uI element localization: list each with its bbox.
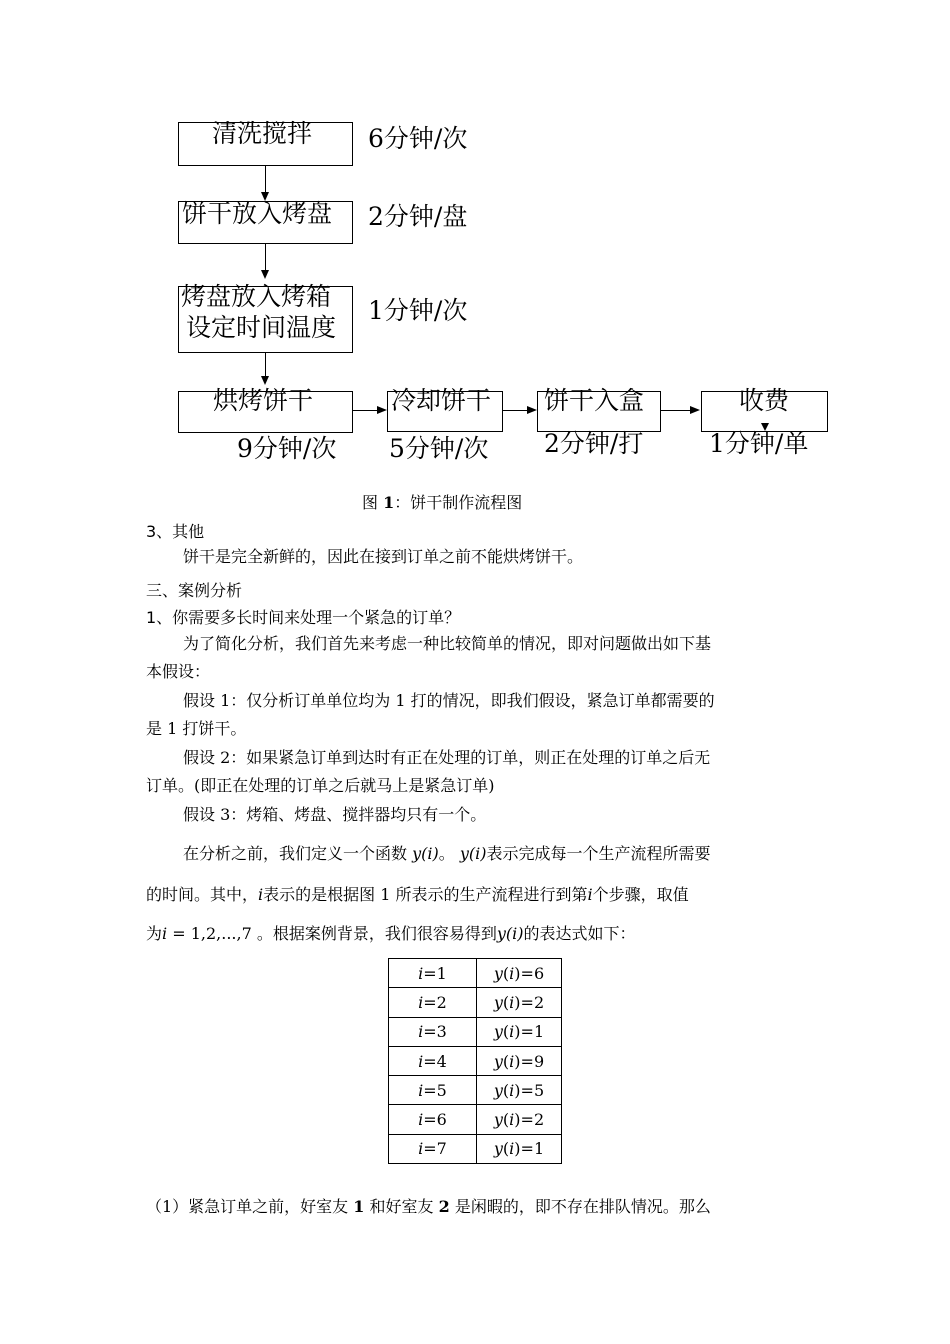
step-label-bake: 烘烤饼干 xyxy=(213,386,314,415)
var-i: i xyxy=(162,924,168,943)
intro-line-2: 本假设： xyxy=(146,662,211,681)
table-cell-i xyxy=(389,959,477,988)
step-label-wash-mix: 清洗搅拌 xyxy=(212,119,313,148)
step-time-biscuits-to-tray: 2分钟/盘 xyxy=(368,202,468,231)
table-cell-y xyxy=(477,988,562,1017)
function-arg: (i) xyxy=(502,1110,521,1130)
connector-line xyxy=(661,410,691,411)
var-i: i xyxy=(418,1139,424,1159)
section-other-text: 饼干是完全新鲜的，因此在接到订单之前不能烘烤饼干。 xyxy=(183,547,584,566)
def-text-2: 。 xyxy=(438,844,460,863)
function-arg: (i) xyxy=(502,992,521,1012)
last-text-1: （1）紧急订单之前，好室友 xyxy=(146,1197,354,1216)
connector-line xyxy=(265,353,266,377)
assumption-1-line-1: 假设 1：仅分析订单单位均为 1 打的情况，即我们假设，紧急订单都需要的 xyxy=(183,691,715,710)
y-value: =2 xyxy=(520,992,545,1012)
function-arg: (i) xyxy=(502,1080,521,1100)
table-row xyxy=(389,1076,562,1105)
var-i: i xyxy=(258,885,264,904)
function-arg: (i) xyxy=(502,1051,521,1071)
step-time-charge: 1分钟/单 xyxy=(709,429,809,458)
step-label-biscuits-to-tray: 饼干放入烤盘 xyxy=(182,199,333,228)
arrow-down-icon xyxy=(261,376,269,385)
y-value: =2 xyxy=(520,1110,545,1130)
var-i: i xyxy=(418,992,424,1012)
arrow-right-icon xyxy=(527,406,537,414)
def-text-8: 。根据案例背景，我们很容易得到 xyxy=(251,924,497,943)
table-cell-y xyxy=(477,1105,562,1134)
var-i: i xyxy=(418,1110,424,1130)
connector-line xyxy=(265,244,266,271)
def-text-1: 在分析之前，我们定义一个函数 xyxy=(183,844,413,863)
table-cell-i xyxy=(389,1105,477,1134)
def-text-3: 表示完成每一个生产流程所需要 xyxy=(486,844,711,863)
figure-caption xyxy=(362,490,522,513)
table-cell-i xyxy=(389,1017,477,1046)
def-text-7: 为 xyxy=(146,924,163,943)
roommate-1: 1 xyxy=(353,1197,365,1216)
function-y: y xyxy=(493,1080,503,1100)
assumption-1-line-2: 是 1 打饼干。 xyxy=(146,719,247,738)
definition-line-2 xyxy=(146,881,689,909)
function-arg: (i) xyxy=(502,1139,521,1159)
arrow-down-icon xyxy=(261,270,269,279)
i-value: =2 xyxy=(423,992,447,1012)
table-cell-y xyxy=(477,1076,562,1105)
i-value: =7 xyxy=(423,1139,447,1159)
function-y-i: y(i) xyxy=(496,924,524,943)
table-cell-y xyxy=(477,1134,562,1163)
def-text-6: 个步骤，取值 xyxy=(592,885,689,904)
table-row xyxy=(389,988,562,1017)
y-value: =1 xyxy=(520,1022,545,1042)
table-row xyxy=(389,1134,562,1163)
i-value: =5 xyxy=(423,1080,447,1100)
var-i: i xyxy=(418,1022,424,1042)
var-i: i xyxy=(587,885,593,904)
i-range: = 1,2,...,7 xyxy=(167,924,252,943)
table-cell-y xyxy=(477,1046,562,1075)
i-value: =1 xyxy=(423,963,447,983)
table-cell-i xyxy=(389,1134,477,1163)
section-other-heading: 3、其他 xyxy=(146,522,205,541)
step-time-cool: 5分钟/次 xyxy=(389,434,489,463)
def-text-4: 的时间。其中， xyxy=(146,885,259,904)
step-time-wash-mix: 6分钟/次 xyxy=(368,124,468,153)
table-row xyxy=(389,1046,562,1075)
caption-text: ：饼干制作流程图 xyxy=(394,493,523,512)
connector-line xyxy=(265,166,266,193)
definition-line-3 xyxy=(146,920,636,948)
section-case-subheading: 1、你需要多长时间来处理一个紧急的订单？ xyxy=(146,608,461,627)
function-y-i: y(i) xyxy=(412,844,439,863)
y-value: =1 xyxy=(520,1139,545,1159)
last-text-3: 是闲暇的，即不存在排队情况。那么 xyxy=(449,1197,711,1216)
table-row xyxy=(389,959,562,988)
function-y: y xyxy=(493,1022,503,1042)
var-i: i xyxy=(418,1051,424,1071)
function-y: y xyxy=(493,992,503,1012)
last-paragraph xyxy=(146,1193,711,1221)
connector-line xyxy=(503,410,528,411)
assumption-2-line-2: 订单。(即正在处理的订单之后就马上是紧急订单) xyxy=(146,776,495,795)
function-y: y xyxy=(493,1139,503,1159)
i-value: =6 xyxy=(423,1110,447,1130)
caption-prefix: 图 xyxy=(362,493,379,512)
assumption-2-line-1: 假设 2：如果紧急订单到达时有正在处理的订单，则正在处理的订单之后无 xyxy=(183,748,711,767)
var-i: i xyxy=(418,1080,424,1100)
function-arg: (i) xyxy=(502,963,521,983)
y-value: =9 xyxy=(520,1051,545,1071)
table-row xyxy=(389,1105,562,1134)
definition-line-1 xyxy=(183,840,710,868)
table-cell-i xyxy=(389,1046,477,1075)
step-time-bake: 9分钟/次 xyxy=(237,434,337,463)
step-label-box-biscuits: 饼干入盒 xyxy=(544,386,645,415)
caption-number: 1 xyxy=(383,493,395,512)
function-arg: (i) xyxy=(502,1022,521,1042)
step-time-box-biscuits: 2分钟/打 xyxy=(544,429,644,458)
connector-line xyxy=(353,410,378,411)
step-label-charge: 收费 xyxy=(739,386,790,415)
arrow-right-icon xyxy=(690,406,700,414)
step-label-tray-to-oven-line2: 设定时间温度 xyxy=(186,313,337,342)
function-y-i: y(i) xyxy=(459,844,487,863)
table-cell-y xyxy=(477,1017,562,1046)
y-i-table xyxy=(388,958,562,1164)
last-text-2: 和好室友 xyxy=(364,1197,439,1216)
table-cell-i xyxy=(389,988,477,1017)
table-row xyxy=(389,1017,562,1046)
var-i: i xyxy=(418,963,424,983)
table-cell-i xyxy=(389,1076,477,1105)
assumption-3: 假设 3：烤箱、烤盘、搅拌器均只有一个。 xyxy=(183,805,487,824)
y-value: =6 xyxy=(520,963,545,983)
function-y: y xyxy=(493,1051,503,1071)
i-value: =4 xyxy=(423,1051,447,1071)
table-cell-y xyxy=(477,959,562,988)
step-label-tray-to-oven-line1: 烤盘放入烤箱 xyxy=(181,282,332,311)
y-value: =5 xyxy=(520,1080,545,1100)
roommate-2: 2 xyxy=(438,1197,450,1216)
arrow-right-icon xyxy=(377,406,387,414)
i-value: =3 xyxy=(423,1022,447,1042)
step-label-cool: 冷却饼干 xyxy=(391,386,492,415)
def-text-5: 表示的是根据图 1 所表示的生产流程进行到第 xyxy=(263,885,588,904)
function-y: y xyxy=(493,1110,503,1130)
def-text-9: 的表达式如下： xyxy=(523,924,636,943)
intro-line-1: 为了简化分析，我们首先来考虑一种比较简单的情况，即对问题做出如下基 xyxy=(183,634,712,653)
step-time-tray-to-oven: 1分钟/次 xyxy=(368,296,468,325)
section-case-heading: 三、案例分析 xyxy=(146,581,243,600)
function-y: y xyxy=(493,963,503,983)
